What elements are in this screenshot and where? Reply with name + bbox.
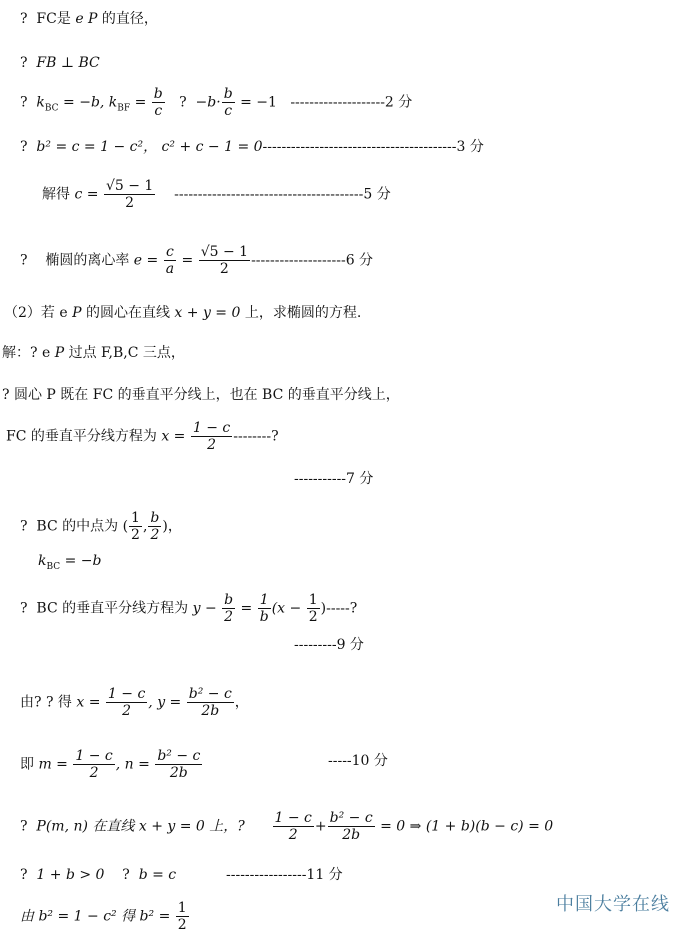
l18-q: ?	[20, 818, 28, 835]
l5-fd: 2	[125, 195, 135, 211]
l18-frac	[273, 810, 314, 843]
l6-fd: a	[165, 261, 175, 277]
line-2	[20, 54, 100, 72]
l3-fd: c	[154, 103, 163, 119]
l16-b: x =	[76, 694, 105, 711]
l3-c: =	[130, 94, 151, 111]
l10-a: FC 的垂直平分线方程为	[6, 428, 162, 445]
l12-b: ,	[142, 518, 148, 535]
l12-frac2	[148, 510, 161, 543]
l16-d: ，	[234, 694, 249, 711]
l14-fn2: 1	[258, 592, 271, 609]
l19-score: -----------------11 分	[226, 867, 343, 883]
l3-e: = −1	[235, 94, 277, 111]
l17-frac2	[155, 748, 202, 781]
l16-frac	[106, 686, 147, 719]
l12-c: )，	[162, 518, 182, 535]
line-8	[2, 344, 185, 362]
l18-frac2	[328, 810, 375, 843]
l6-c: =	[177, 252, 198, 269]
l17-score: -----10 分	[328, 753, 388, 769]
l8-b: P	[54, 345, 65, 361]
watermark: 中国大学在线	[556, 894, 670, 915]
l2-q: ?	[20, 55, 28, 71]
l1-q: ?	[20, 11, 28, 27]
l18-fd: 2	[288, 827, 298, 843]
l6-fn2: √5 − 1	[200, 244, 249, 260]
l17-a: 即	[20, 756, 39, 773]
l10-c: --------?	[233, 428, 279, 445]
l16-fn2: b² − c	[188, 686, 232, 702]
l18-a: P(m, n) 在直线 x + y = 0 上，?	[36, 818, 245, 835]
l17-fd: 2	[89, 765, 99, 781]
l15-score: ---------9 分	[294, 637, 364, 653]
line-14	[20, 592, 357, 625]
line-9	[2, 386, 400, 404]
line-7	[4, 304, 361, 322]
l19-q2: ?	[122, 867, 130, 883]
l19-a: 1 + b > 0	[36, 867, 105, 883]
l6-frac	[164, 244, 176, 277]
l3-sub1: BC	[44, 103, 59, 114]
line-12	[20, 510, 182, 543]
line-6	[20, 244, 373, 277]
l5-a: 解得	[42, 186, 75, 203]
l6-frac2	[199, 244, 250, 277]
l14-fn: b	[224, 592, 234, 608]
l12-fd: 2	[131, 527, 140, 543]
l7-d: x + y = 0	[174, 305, 241, 321]
l14-fd3: 2	[308, 609, 318, 625]
l12-fn: 1	[131, 510, 140, 526]
l16-a: 由? ? 得	[20, 694, 77, 711]
l3-q2: ?	[179, 94, 187, 111]
line-17	[20, 748, 203, 781]
l2-a: FB ⊥ BC	[36, 55, 100, 71]
l3-fn: b	[153, 86, 163, 102]
l17-fn: 1 − c	[75, 748, 113, 764]
l1-b: e P	[75, 11, 98, 27]
l1-c: 的直径，	[101, 11, 158, 27]
l17-fn2: b² − c	[157, 748, 201, 764]
l12-a: BC 的中点为 (	[36, 518, 129, 535]
line-10	[6, 420, 279, 453]
line-3	[20, 86, 412, 119]
l18-fn2: b² − c	[329, 810, 373, 826]
l14-frac3	[307, 592, 320, 625]
l14-fd2: b	[259, 609, 269, 625]
l3-sub2: BF	[117, 103, 131, 114]
l5-fn: √5 − 1	[105, 178, 154, 194]
l16-frac2	[187, 686, 234, 719]
l14-q: ?	[20, 600, 28, 617]
l16-fd2: 2b	[201, 703, 220, 719]
l3-frac	[152, 86, 165, 119]
line-18	[20, 810, 553, 843]
l16-fd: 2	[122, 703, 132, 719]
l14-b: y −	[192, 600, 222, 617]
l10-fd: 2	[207, 437, 217, 453]
line-1	[20, 10, 158, 28]
l14-frac	[222, 592, 235, 625]
l14-c: =	[236, 600, 257, 617]
l7-b: P	[72, 305, 82, 321]
line-19	[20, 866, 176, 884]
l10-b: x =	[161, 428, 190, 445]
l3-fd2: c	[224, 103, 233, 119]
l18-fn: 1 − c	[274, 810, 312, 826]
l14-fd: 2	[224, 609, 234, 625]
l20-fd: 2	[177, 917, 187, 933]
l12-q: ?	[20, 518, 28, 535]
l16-fn: 1 − c	[107, 686, 146, 702]
l3-score: --------------------2 分	[290, 94, 413, 111]
l4-q: ?	[20, 139, 28, 155]
l16-c: , y =	[148, 694, 186, 711]
l12-fd2: 2	[150, 527, 160, 543]
line-13	[38, 552, 101, 576]
l5-frac	[104, 178, 155, 211]
l17-frac	[73, 748, 114, 781]
l14-frac2	[258, 592, 271, 625]
l6-b: e =	[133, 252, 163, 269]
l3-b: = −b, k	[58, 94, 118, 111]
l6-fd2: 2	[219, 261, 229, 277]
line-17-score	[328, 752, 388, 770]
l6-q: ?	[20, 252, 28, 269]
l8-a: 解：? e	[2, 345, 55, 361]
l14-e: )-----?	[320, 600, 358, 617]
l19-b: b = c	[138, 867, 177, 883]
l3-d: −b·	[195, 94, 221, 111]
l14-d: (x −	[271, 600, 306, 617]
l7-e: 上，求椭圆的方程.	[240, 305, 362, 321]
line-15	[294, 636, 364, 654]
l3-frac2	[222, 86, 235, 119]
l12-fn2: b	[150, 510, 160, 526]
l12-frac	[129, 510, 142, 543]
line-20	[20, 900, 190, 933]
l10-frac	[191, 420, 232, 453]
l11-score: -----------7 分	[294, 471, 374, 487]
l17-fd2: 2b	[169, 765, 188, 781]
line-11	[294, 470, 373, 488]
l14-a: BC 的垂直平分线方程为	[36, 600, 193, 617]
l18-fd2: 2b	[342, 827, 361, 843]
l17-b: m =	[38, 756, 73, 773]
l6-fn: c	[164, 244, 176, 261]
l20-frac	[176, 900, 189, 933]
l18-c: = 0 ⇒ (1 + b)(b − c) = 0	[375, 818, 554, 835]
l18-b: +	[314, 818, 327, 835]
l7-a: （2）若 e	[4, 305, 73, 321]
l1-a: FC是	[36, 11, 71, 27]
l13-a: k	[38, 553, 47, 569]
line-19-score	[226, 866, 343, 884]
l6-score: --------------------6 分	[251, 252, 374, 269]
l13-b: = −b	[60, 553, 102, 569]
l20-fn: 1	[177, 900, 187, 916]
l3-q: ?	[20, 94, 28, 111]
l20-a: 由 b² = 1 − c² 得 b² =	[20, 908, 175, 925]
l14-fn3: 1	[308, 592, 318, 608]
l4-a: b² = c = 1 − c²， c² + c − 1 = 0	[36, 139, 263, 155]
l3-fn2: b	[223, 86, 233, 102]
l9-a: ? 圆心 P 既在 FC 的垂直平分线上，也在 BC 的垂直平分线上，	[2, 387, 400, 403]
l7-c: 的圆心在直线	[81, 305, 175, 321]
l6-a: 椭圆的离心率	[45, 252, 134, 269]
line-4	[20, 138, 484, 156]
l8-c: 过点 F,B,C 三点，	[64, 345, 185, 361]
l13-sub: BC	[46, 561, 61, 572]
l5-score: ----------------------------------------5 分	[174, 186, 391, 203]
l19-q: ?	[20, 867, 28, 883]
l3-a: k	[36, 94, 45, 111]
line-5	[42, 178, 391, 211]
l10-fn: 1 − c	[192, 420, 231, 436]
l5-b: c =	[74, 186, 103, 203]
l17-c: , n =	[115, 756, 155, 773]
line-16	[20, 686, 249, 719]
l4-score: -----------------------------------------3 分	[262, 139, 484, 155]
